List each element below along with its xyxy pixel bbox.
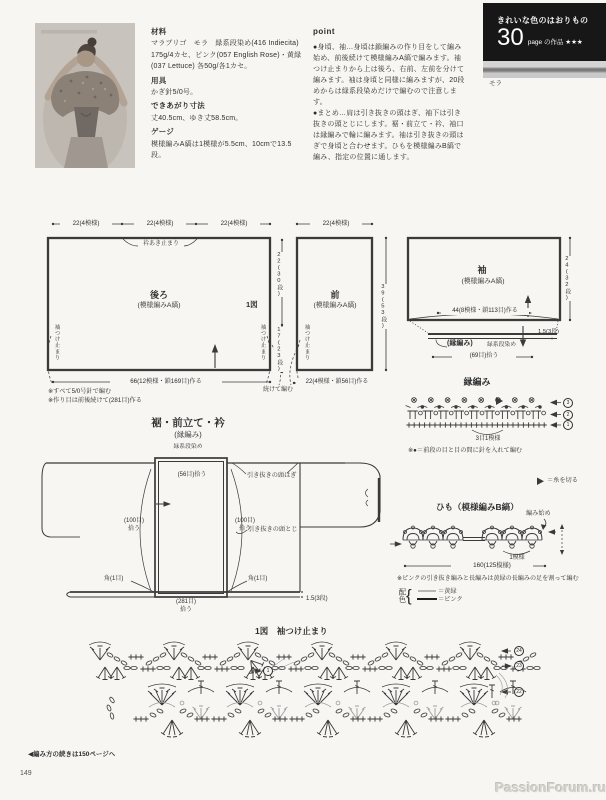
- hem-pickup-left2: 拾う: [127, 526, 140, 532]
- point-paragraph-2: ●まとめ…肩は引き抜きの頭はぎ、袖下は引き抜きの頭とじにします。裾・前立て・衿、袖口は縁編みで輪に編みます。袖は引き抜きの頭はぎで身頃と合わせます。ひもを模様編みB縞で編み、指定の位置に通します。: [313, 109, 464, 162]
- hem-color-label: 緑系段染め: [173, 444, 203, 450]
- edging-row3-marker: 3: [563, 398, 573, 408]
- materials-yarn: マラブリゴ モラ 緑系段染め(416 Indiecita) 175g/4カセ、ピンク(057 English Rose)・黄緑(037 Lettuce) 各50g/各1カセ。: [151, 40, 302, 71]
- hem-pickup-left: (100目): [123, 518, 144, 524]
- cord-title: ひも（模様編みB縞）: [436, 502, 519, 512]
- badge-page-number: 30: [497, 24, 524, 51]
- hem-join-label: 引き抜きの頭とじ: [248, 526, 298, 533]
- point-title: point: [313, 27, 336, 36]
- sleeve-edge-label: (縁編み): [447, 340, 473, 347]
- edging-title: 縁編み: [463, 377, 491, 387]
- continue-page-note: ◀編み方の続きは150ページへ: [28, 751, 116, 758]
- continue-knitting-label: 続けて編む: [262, 387, 293, 393]
- figure1-chart: [89, 642, 540, 737]
- hem-graft-label: 引き抜きの頭はぎ: [247, 472, 297, 479]
- hem-corner-right: 角(1目): [248, 576, 268, 582]
- page-number: 149: [20, 770, 32, 777]
- finished-size-title: できあがり寸法: [151, 101, 205, 111]
- hem-pickup-right2: 拾う: [238, 526, 251, 532]
- neck-opening-stop-label: 衿あき止まり: [142, 241, 179, 247]
- sleeve-edge-height: 1.5(3段): [538, 329, 559, 335]
- back-width-measure-2: 22(4模様): [134, 220, 186, 227]
- cord-start-label: 編み始め: [526, 510, 551, 517]
- edging-row1-marker: 1: [563, 420, 573, 430]
- gauge-title: ゲージ: [151, 127, 174, 137]
- legend-pink: ＝ピンク: [438, 596, 463, 603]
- sleeve-pickup-label: (69目)拾う: [452, 353, 516, 360]
- fig1-row-top-marker: 24: [514, 646, 524, 656]
- hem-pickup-bottom: (281目): [175, 599, 196, 605]
- hem-title: 裾・前立て・衿: [151, 417, 225, 429]
- front-height-measure: 39(53段): [379, 284, 386, 330]
- cord-note: ※ピンクの引き抜き編みと長編みは黄緑の長編みの足を割って編む: [397, 575, 579, 582]
- materials-title: 材料: [151, 27, 167, 36]
- sleeve-stop-back-left: 袖つけ止まり: [53, 324, 60, 361]
- sleeve-height-measure: 24(32段): [563, 256, 570, 302]
- cord-chart: [390, 519, 564, 599]
- colorway-brace: {: [406, 586, 412, 605]
- back-upper-height: 22(30段): [275, 252, 282, 298]
- watermark: PassionForum.ru: [495, 780, 606, 795]
- sleeve-edge-color: 緑系段染め: [487, 342, 516, 348]
- fig1-row-mid-marker: 23: [514, 661, 524, 671]
- cord-unit-label: 1模様: [509, 555, 525, 561]
- hem-corner-left: 角(1目): [104, 576, 124, 582]
- sleeve-stitch-label: (模様編みA縞): [461, 278, 505, 285]
- hem-subtitle: (縁編み): [174, 430, 202, 439]
- front-stitch-label: (模様編みA縞): [313, 302, 357, 309]
- legend-yellow-green: ＝黄緑: [438, 588, 457, 595]
- edging-note: ※●＝前段の目と目の間に針を入れて編む: [408, 447, 523, 454]
- back-lower-height: 17(23段): [275, 327, 282, 373]
- cord-length-measure: 160(125模様): [451, 562, 533, 569]
- sleeve-stop-back-right: 袖つけ止まり: [259, 324, 266, 361]
- fig1-start-marker: 1: [263, 666, 273, 676]
- gauge-text: 模様編みA縞は1模様が5.5cm、10cmで13.5段。: [151, 140, 292, 159]
- fig1-row-low-marker: 22: [514, 687, 524, 697]
- edging-unit-label: 3目1模様: [475, 436, 501, 442]
- yarn-name-label: モラ: [489, 80, 502, 87]
- back-width-measure-1: 22(4模様): [60, 220, 112, 227]
- hem-pickup-top: (56目)拾う: [168, 472, 216, 479]
- sleeve-cast-on-label: 44(8模様・鎖113目)作る: [441, 308, 529, 315]
- point-paragraph-1: ●身頃、袖…身頃は鎖編みの作り目をして編み始め、前後続けて模様編みA縞で編みます。袖つけ止まりから上は後ろ、右前、左前を分けて編みます。袖は身頃と同様に編みますが、20段めからは緑系段染めだけで編むので注意します。: [313, 43, 465, 106]
- edging-row2-marker: 2: [563, 410, 573, 420]
- colorway-title: 配色: [397, 588, 407, 603]
- badge-title: きれいな色のはおりもの: [497, 16, 589, 25]
- hem-pickup-bottom2: 拾う: [179, 607, 192, 613]
- cut-yarn-note: ＝糸を切る: [547, 477, 578, 484]
- hem-pickup-right: (100目): [234, 518, 255, 524]
- sleeve-piece-label: 袖: [477, 265, 487, 275]
- front-cast-on-label: 22(4模様・鎖56目)作る: [296, 379, 378, 386]
- front-piece-label: 前: [330, 290, 340, 300]
- badge-suffix: page の作品 ★★★: [527, 39, 583, 47]
- back-piece-label: 後ろ: [149, 290, 168, 300]
- hem-edge-height: 1.5(3段): [306, 596, 328, 602]
- back-cast-on-label: 66(12模様・鎖169目)作る: [110, 378, 222, 385]
- finished-size-text: 丈40.5cm、ゆき丈58.5cm。: [151, 114, 243, 122]
- back-width-measure-3: 22(4模様): [208, 220, 260, 227]
- cast-on-note: ※作り目は前後続けて(281目)作る: [48, 397, 142, 404]
- hook-note: ※すべて5/0号針で編む: [48, 388, 112, 395]
- figure1-title: 1図 袖つけ止まり: [255, 626, 328, 636]
- tools-text: かぎ針5/0号。: [151, 89, 198, 96]
- sleeve-stop-front-left: 袖つけ止まり: [303, 324, 310, 361]
- sleeve-piece-outline: [408, 237, 571, 358]
- figure1-reference: 1図: [246, 300, 258, 309]
- back-stitch-label: (模様編みA縞): [137, 302, 181, 309]
- front-width-measure: 22(4模様): [310, 220, 362, 227]
- tools-title: 用具: [151, 75, 167, 85]
